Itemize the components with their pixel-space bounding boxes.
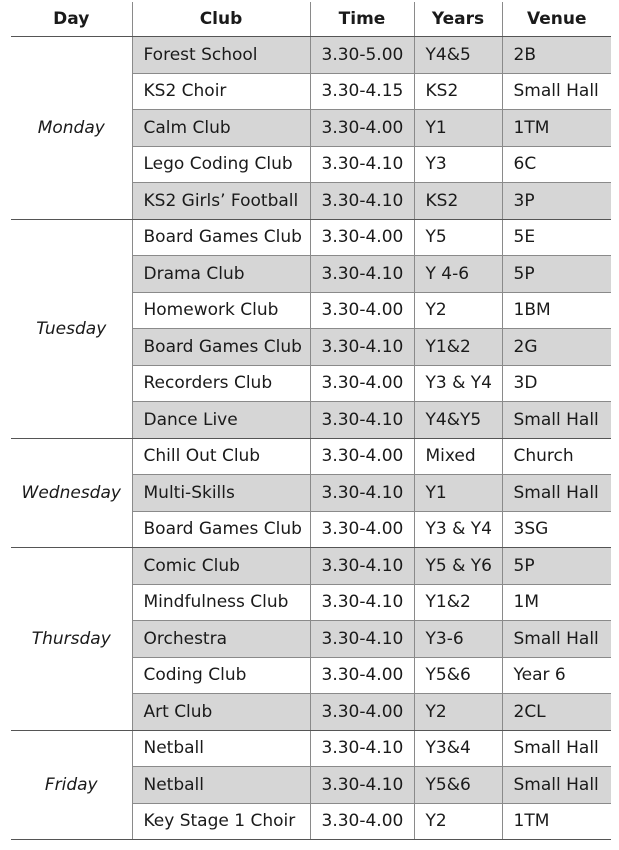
- club-cell: Chill Out Club: [132, 438, 310, 475]
- table-row: [11, 730, 611, 767]
- table-row: [11, 37, 611, 74]
- years-cell: Y2: [414, 694, 502, 731]
- years-cell: Y5: [414, 219, 502, 256]
- years-cell: Y4&5: [414, 37, 502, 74]
- time-cell: 3.30-4.10: [310, 256, 414, 293]
- day-cell: Thursday: [11, 548, 132, 731]
- years-cell: Y1: [414, 475, 502, 512]
- time-cell: 3.30-4.10: [310, 475, 414, 512]
- years-cell: Y3 & Y4: [414, 511, 502, 548]
- venue-cell: 3D: [502, 365, 611, 402]
- venue-cell: 1TM: [502, 110, 611, 147]
- club-cell: Netball: [132, 730, 310, 767]
- day-cell: Tuesday: [11, 219, 132, 438]
- time-cell: 3.30-4.10: [310, 584, 414, 621]
- schedule-body: [11, 37, 611, 840]
- years-cell: KS2: [414, 183, 502, 220]
- club-cell: Coding Club: [132, 657, 310, 694]
- header-venue: Venue: [502, 2, 611, 37]
- venue-cell: 3P: [502, 183, 611, 220]
- venue-cell: 2B: [502, 37, 611, 74]
- club-cell: KS2 Choir: [132, 73, 310, 110]
- time-cell: 3.30-4.10: [310, 548, 414, 585]
- venue-cell: 2G: [502, 329, 611, 366]
- time-cell: 3.30-5.00: [310, 37, 414, 74]
- years-cell: Y5&6: [414, 767, 502, 804]
- venue-cell: Small Hall: [502, 402, 611, 439]
- years-cell: Y3&4: [414, 730, 502, 767]
- venue-cell: Small Hall: [502, 475, 611, 512]
- years-cell: Y5 & Y6: [414, 548, 502, 585]
- club-cell: Comic Club: [132, 548, 310, 585]
- years-cell: KS2: [414, 73, 502, 110]
- venue-cell: 2CL: [502, 694, 611, 731]
- venue-cell: 5E: [502, 219, 611, 256]
- club-cell: Dance Live: [132, 402, 310, 439]
- time-cell: 3.30-4.00: [310, 438, 414, 475]
- years-cell: Y5&6: [414, 657, 502, 694]
- time-cell: 3.30-4.10: [310, 329, 414, 366]
- club-cell: Multi-Skills: [132, 475, 310, 512]
- club-cell: Homework Club: [132, 292, 310, 329]
- time-cell: 3.30-4.00: [310, 110, 414, 147]
- time-cell: 3.30-4.00: [310, 657, 414, 694]
- club-cell: Orchestra: [132, 621, 310, 658]
- venue-cell: 6C: [502, 146, 611, 183]
- club-cell: Mindfulness Club: [132, 584, 310, 621]
- venue-cell: 3SG: [502, 511, 611, 548]
- years-cell: Y2: [414, 803, 502, 840]
- club-cell: Recorders Club: [132, 365, 310, 402]
- time-cell: 3.30-4.00: [310, 511, 414, 548]
- venue-cell: Small Hall: [502, 767, 611, 804]
- club-cell: Art Club: [132, 694, 310, 731]
- years-cell: Y1&2: [414, 584, 502, 621]
- club-cell: Forest School: [132, 37, 310, 74]
- years-cell: Y3-6: [414, 621, 502, 658]
- club-schedule-table: [11, 2, 611, 840]
- time-cell: 3.30-4.00: [310, 803, 414, 840]
- time-cell: 3.30-4.00: [310, 292, 414, 329]
- venue-cell: Year 6: [502, 657, 611, 694]
- venue-cell: Small Hall: [502, 73, 611, 110]
- table-row: [11, 219, 611, 256]
- venue-cell: Church: [502, 438, 611, 475]
- header-row: [11, 2, 611, 37]
- time-cell: 3.30-4.15: [310, 73, 414, 110]
- club-cell: Board Games Club: [132, 511, 310, 548]
- club-cell: Lego Coding Club: [132, 146, 310, 183]
- header-years: Years: [414, 2, 502, 37]
- club-cell: Board Games Club: [132, 219, 310, 256]
- years-cell: Y3: [414, 146, 502, 183]
- venue-cell: 1BM: [502, 292, 611, 329]
- venue-cell: 5P: [502, 256, 611, 293]
- years-cell: Mixed: [414, 438, 502, 475]
- time-cell: 3.30-4.10: [310, 767, 414, 804]
- venue-cell: 1M: [502, 584, 611, 621]
- years-cell: Y1: [414, 110, 502, 147]
- club-cell: Key Stage 1 Choir: [132, 803, 310, 840]
- day-cell: Wednesday: [11, 438, 132, 548]
- venue-cell: Small Hall: [502, 730, 611, 767]
- table-row: [11, 438, 611, 475]
- years-cell: Y3 & Y4: [414, 365, 502, 402]
- time-cell: 3.30-4.10: [310, 146, 414, 183]
- header-time: Time: [310, 2, 414, 37]
- day-cell: Friday: [11, 730, 132, 840]
- years-cell: Y2: [414, 292, 502, 329]
- time-cell: 3.30-4.00: [310, 694, 414, 731]
- table-row: [11, 548, 611, 585]
- years-cell: Y4&Y5: [414, 402, 502, 439]
- day-cell: Monday: [11, 37, 132, 220]
- club-cell: KS2 Girls’ Football: [132, 183, 310, 220]
- club-cell: Board Games Club: [132, 329, 310, 366]
- header-day: Day: [11, 2, 132, 37]
- time-cell: 3.30-4.00: [310, 219, 414, 256]
- time-cell: 3.30-4.10: [310, 402, 414, 439]
- time-cell: 3.30-4.10: [310, 730, 414, 767]
- venue-cell: 5P: [502, 548, 611, 585]
- time-cell: 3.30-4.10: [310, 183, 414, 220]
- years-cell: Y 4-6: [414, 256, 502, 293]
- years-cell: Y1&2: [414, 329, 502, 366]
- club-cell: Drama Club: [132, 256, 310, 293]
- venue-cell: Small Hall: [502, 621, 611, 658]
- time-cell: 3.30-4.00: [310, 365, 414, 402]
- header-club: Club: [132, 2, 310, 37]
- time-cell: 3.30-4.10: [310, 621, 414, 658]
- club-cell: Netball: [132, 767, 310, 804]
- venue-cell: 1TM: [502, 803, 611, 840]
- club-cell: Calm Club: [132, 110, 310, 147]
